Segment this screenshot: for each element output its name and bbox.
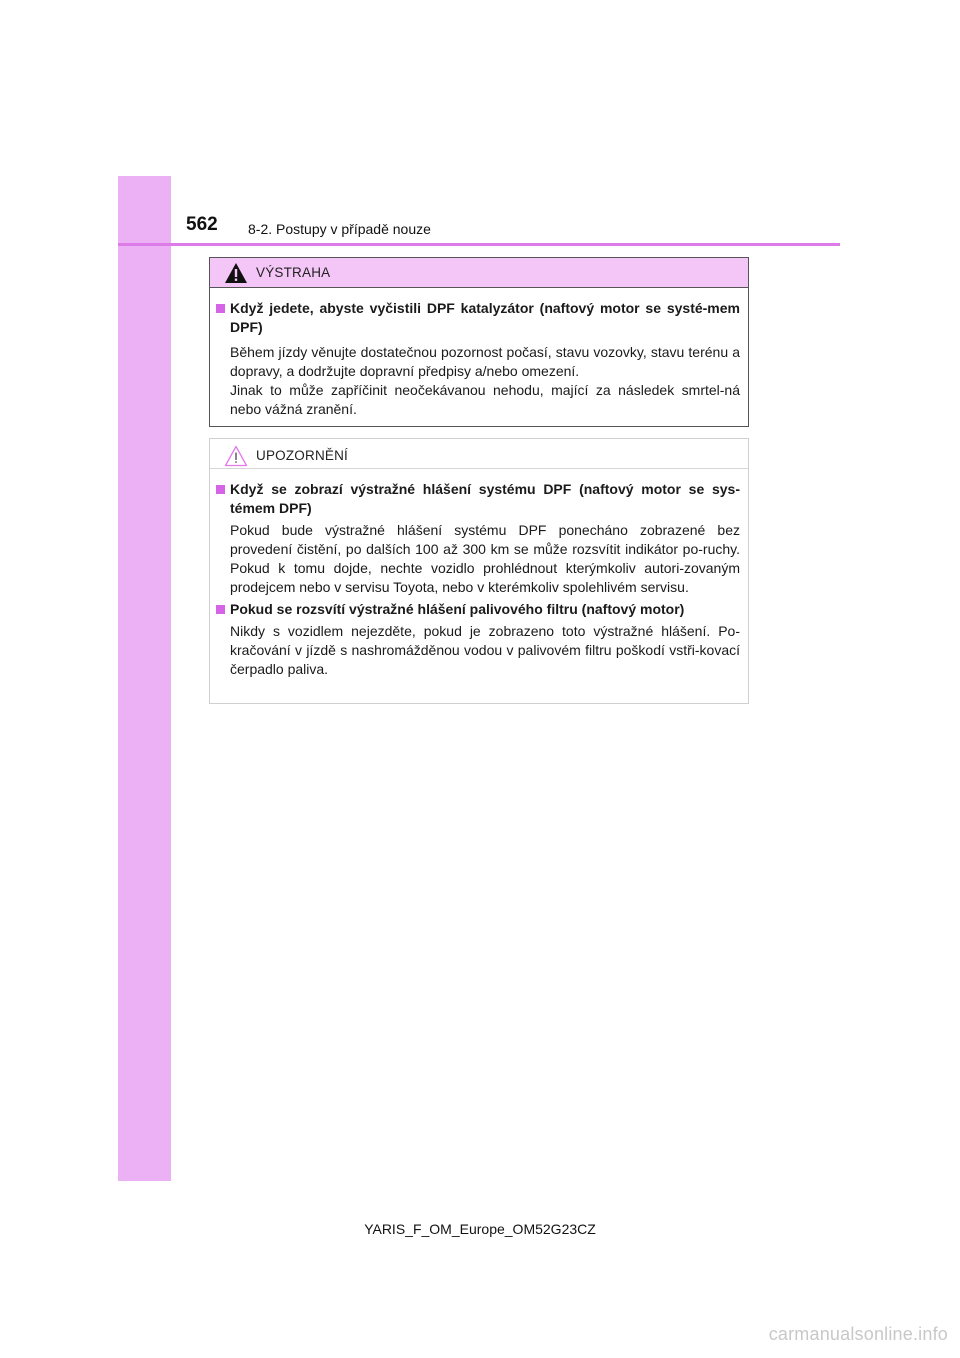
chapter-sidebar-tab: [118, 176, 171, 1181]
caution-item: [216, 480, 740, 597]
caution-item: [216, 600, 740, 679]
warning-item-paragraph: Během jízdy věnujte dostatečnou pozornost počasí, stavu vozovky, stavu terénu a dopravy, a dodržujte dopravní předpisy a/nebo omezení.: [230, 344, 740, 379]
caution-triangle-icon: [224, 445, 248, 467]
square-bullet-icon: [216, 304, 225, 313]
caution-box-body: [210, 469, 748, 679]
caution-item-paragraph: Pokud bude výstražné hlášení systému DPF ponecháno zobrazené bez provedení čistění, po dalších 100 až 300 km se může rozsvítit indikátor po-ruchy. Pokud k tomu dojde, nechte vozidlo prohlédnout kterýmkoliv autori-zovaným prodejcem nebo v servisu Toyota, nebo v kterémkoliv spolehlivém servisu.: [230, 522, 740, 595]
warning-box-body: [210, 288, 748, 419]
section-title: 8-2. Postupy v případě nouze: [248, 221, 431, 237]
warning-box-label: VÝSTRAHA: [256, 265, 331, 280]
caution-item-title-text: Když se zobrazí výstražné hlášení systému DPF (naftový motor se sys-témem DPF): [230, 481, 740, 516]
warning-box-header: [210, 258, 748, 288]
caution-item-title: [216, 600, 740, 619]
warning-item-paragraph: Jinak to může zapříčinit neočekávanou nehodu, mající za následek smrtel-ná nebo vážná zranění.: [230, 382, 740, 417]
caution-item-text: [216, 521, 740, 597]
caution-item-title: [216, 480, 740, 518]
caution-item-text: [216, 622, 740, 679]
warning-item-text: [216, 343, 740, 419]
warning-item-title-text: Když jedete, abyste vyčistili DPF katalyzátor (naftový motor se systé-mem DPF): [230, 300, 740, 335]
watermark: carmanualsonline.info: [768, 1324, 948, 1344]
warning-triangle-icon: [224, 262, 248, 284]
warning-item-title: [216, 299, 740, 337]
warning-box: [209, 257, 749, 427]
header-rule: [118, 243, 840, 246]
caution-item-paragraph: Nikdy s vozidlem nejezděte, pokud je zobrazeno toto výstražné hlášení. Po-kračování v jízdě s nashromážděnou vodou v palivovém filtru poškodí vstři-kovací čerpadlo paliva.: [230, 623, 740, 677]
caution-box: [209, 438, 749, 704]
warning-item: [216, 299, 740, 419]
square-bullet-icon: [216, 605, 225, 614]
document-code-footer: YARIS_F_OM_Europe_OM52G23CZ: [364, 1221, 596, 1237]
page-number: 562: [186, 214, 218, 235]
caution-box-header: [210, 439, 748, 469]
caution-item-title-text: Pokud se rozsvítí výstražné hlášení palivového filtru (naftový motor): [230, 601, 685, 617]
square-bullet-icon: [216, 485, 225, 494]
caution-box-label: UPOZORNĚNÍ: [256, 448, 349, 463]
